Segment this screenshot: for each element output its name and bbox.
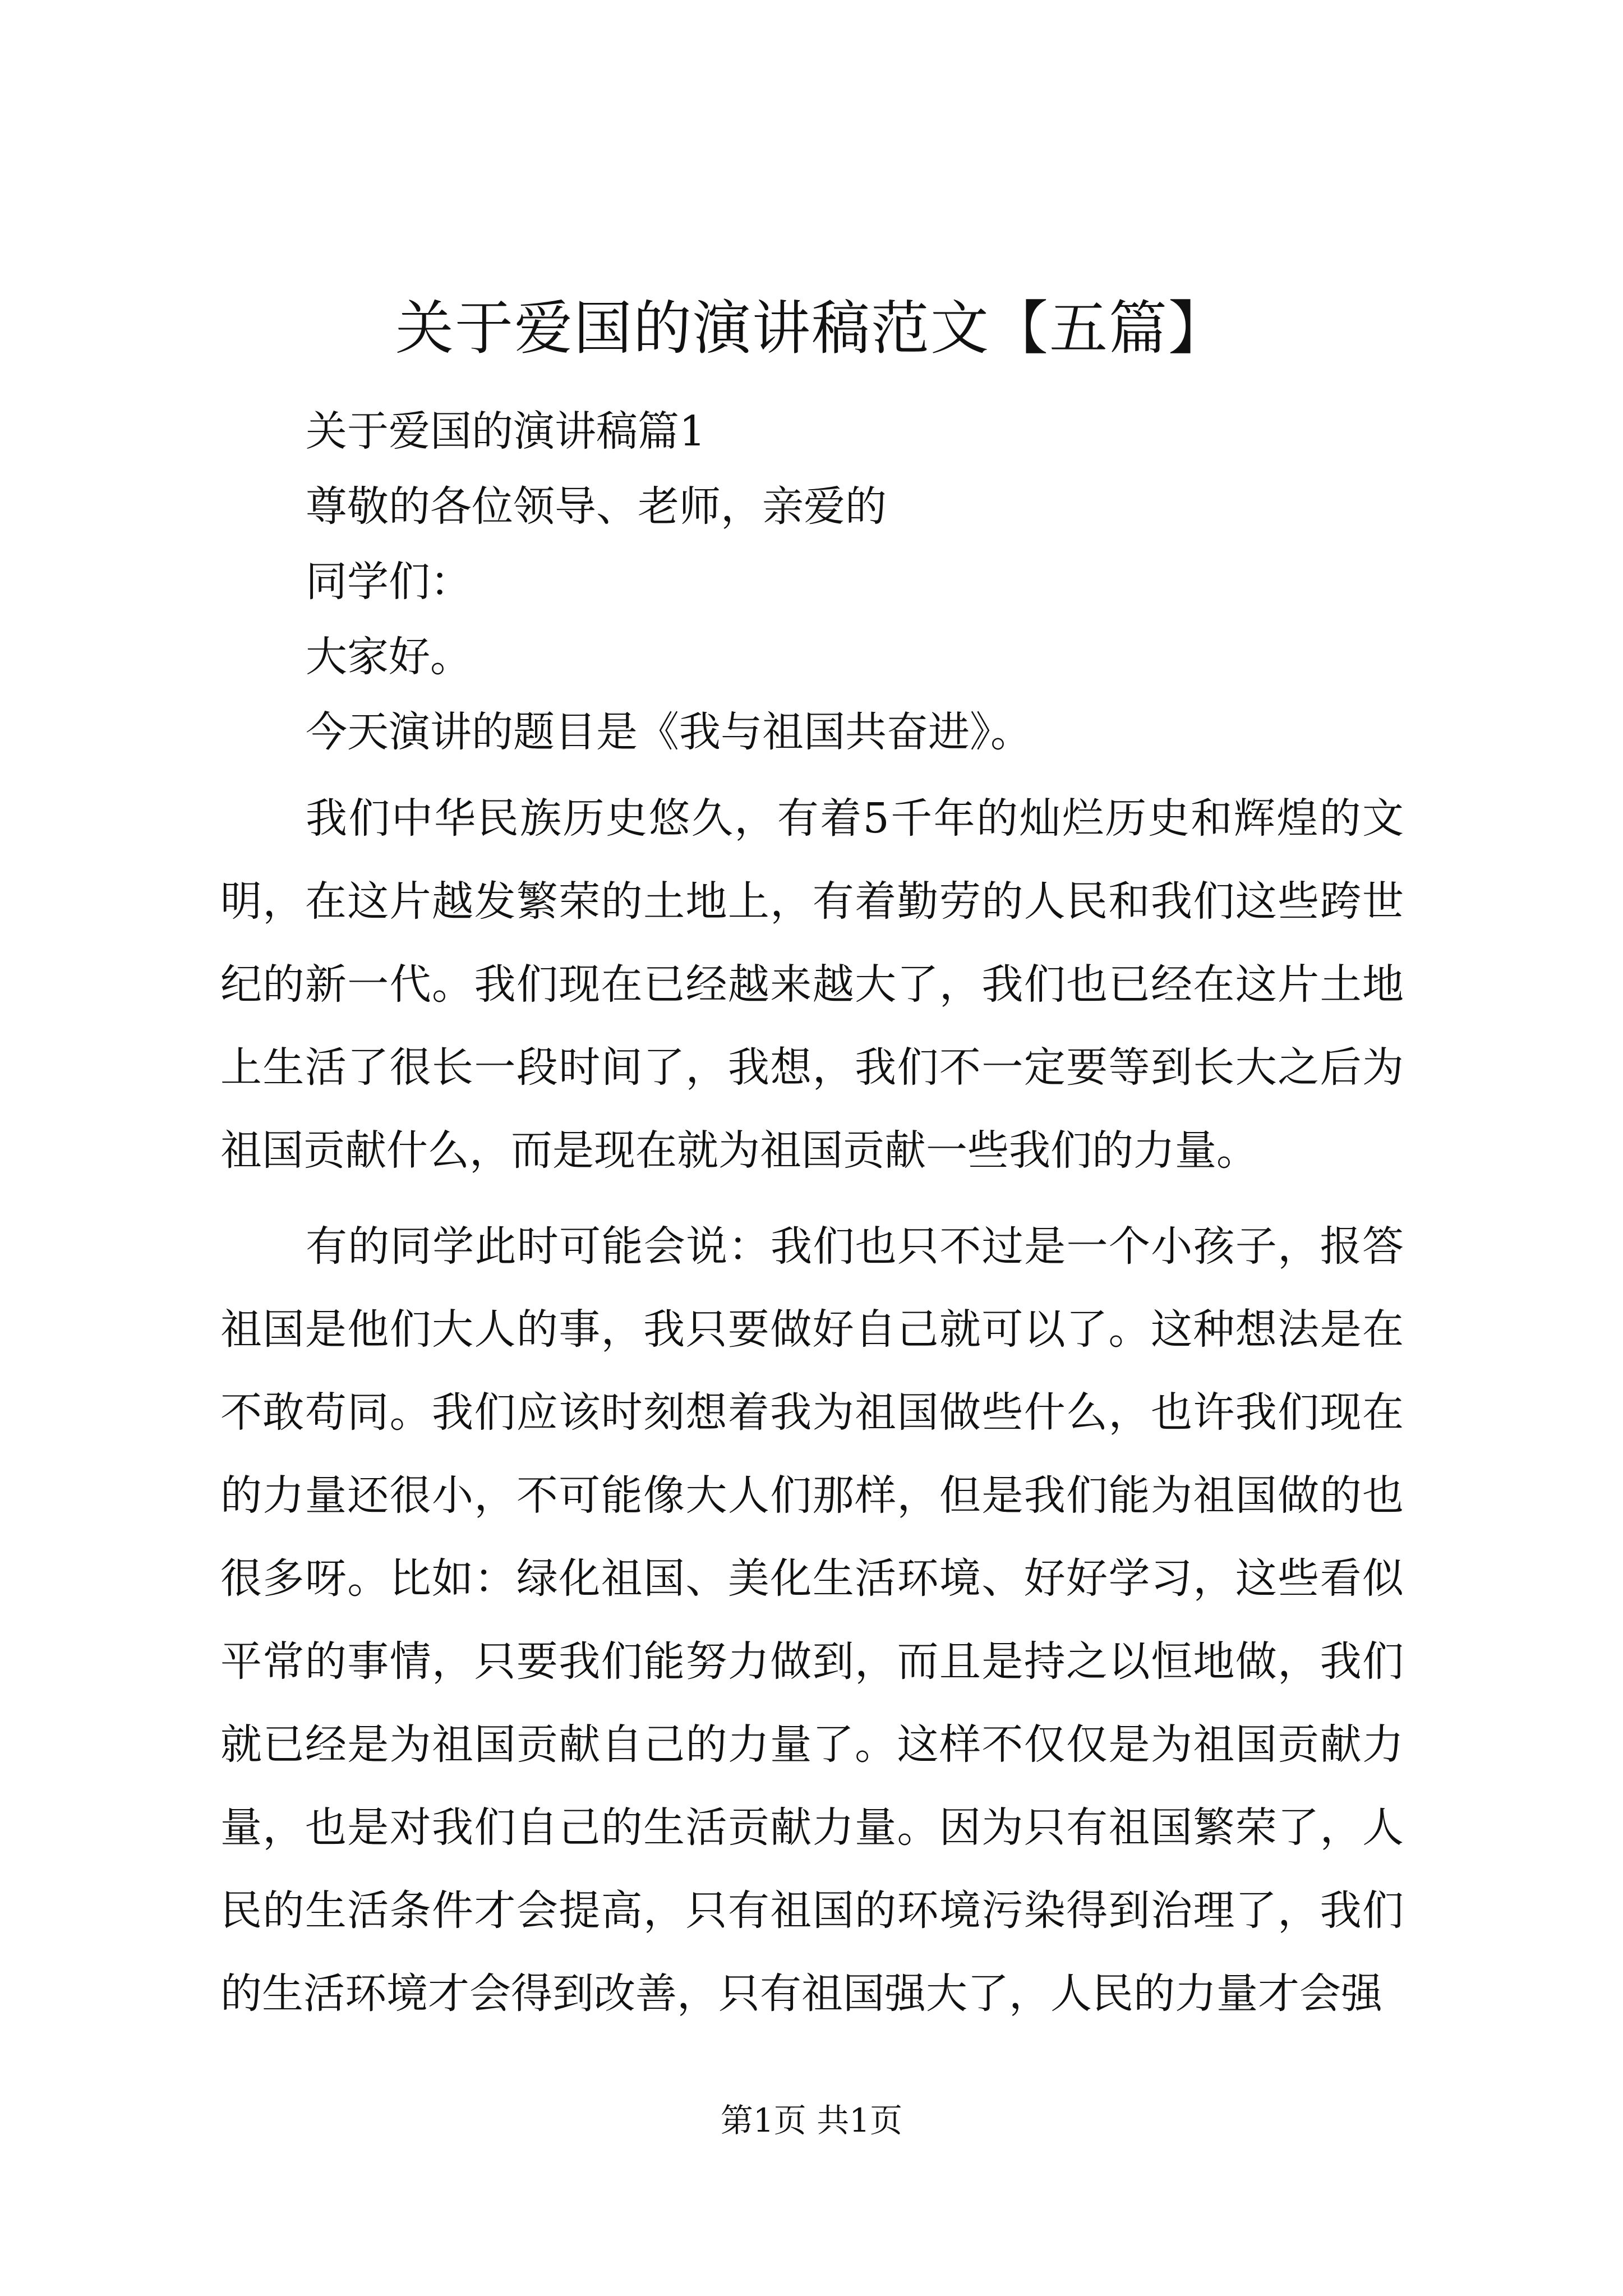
- body-paragraph-1: 我们中华民族历史悠久，有着5千年的灿烂历史和辉煌的文明，在这片越发繁荣的土地上，有着勤劳的人民和我们这些跨世纪的新一代。我们现在已经越来越大了，我们也已经在这片土地上生活了很长一段时间了，我想，我们不一定要等到长大之后为祖国贡献什么，而是现在就为祖国贡献一些我们的力量。: [220, 794, 1404, 1175]
- greeting-addressee: 同学们：: [306, 558, 472, 606]
- greeting-line: 尊敬的各位领导、老师，亲爱的: [306, 482, 887, 531]
- page-footer: 第1页 共1页: [720, 2101, 903, 2139]
- topic-line: 今天演讲的题目是《我与祖国共奋进》。: [306, 708, 1032, 756]
- body-paragraph-2: 有的同学此时可能会说：我们也只不过是一个小孩子，报答祖国是他们大人的事，我只要做好自己就可以了。这种想法是在不敢苟同。我们应该时刻想着我为祖国做些什么，也许我们现在的力量还很小，不可能像大人们那样，但是我们能为祖国做的也很多呀。比如：绿化祖国、美化生活环境、好好学习，这些看似平常的事情，只要我们能努力做到，而且是持之以恒地做，我们就已经是为祖国贡献自己的力量了。这样不仅仅是为祖国贡献力量，也是对我们自己的生活贡献力量。因为只有祖国繁荣了，人民的生活条件才会提高，只有祖国的环境污染得到治理了，我们的生活环境才会得到改善，只有祖国强大了，人民的力量才会强: [220, 1222, 1404, 2018]
- document-title: 关于爱国的演讲稿范文【五篇】: [395, 294, 1228, 362]
- hello-line: 大家好。: [306, 633, 472, 681]
- section-heading: 关于爱国的演讲稿篇1: [306, 407, 706, 455]
